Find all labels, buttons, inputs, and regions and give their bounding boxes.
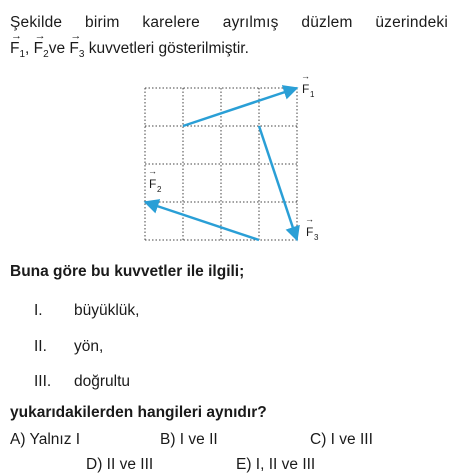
- force-vector-grid-diagram: [137, 71, 337, 255]
- statement-number: I.: [34, 302, 43, 319]
- answer-choice-e[interactable]: E) I, II ve III: [236, 456, 316, 473]
- vector-f3-symbol: → $F_3$: [69, 30, 85, 61]
- answer-choice-a[interactable]: A) Yalnız I: [10, 431, 81, 448]
- force-f1-arrow: [183, 88, 297, 126]
- connector-word: ve: [48, 40, 66, 57]
- vector-f2-symbol: → $F_2$: [33, 30, 49, 61]
- answer-choice-c[interactable]: C) I ve III: [310, 431, 373, 448]
- svg-text:F: F: [149, 177, 157, 191]
- svg-text:3: 3: [314, 233, 319, 242]
- statement-number: III.: [34, 373, 52, 390]
- svg-text:F: F: [302, 82, 310, 96]
- statement-item: [34, 338, 103, 356]
- statement-text: yön,: [74, 338, 104, 355]
- statement-item: [34, 373, 130, 391]
- question-stem: Buna göre bu kuvvetler ile ilgili;: [10, 263, 245, 280]
- force-f2-arrow: [145, 202, 259, 240]
- intro-text-line2: → $F_1$, → $F_2ve$ → $F_3$ kuvvetleri gösterilmiştir.: [10, 30, 249, 61]
- statement-number: II.: [34, 338, 47, 355]
- statement-text: büyüklük,: [74, 302, 140, 319]
- intro-text-line1: Şekilde birim karelere ayrılmış düzlem üzerindeki: [10, 14, 448, 31]
- statement-text: doğrultu: [74, 373, 131, 390]
- force-f3-arrow: [259, 126, 297, 240]
- vector-f1-symbol: → $F_1$: [10, 30, 26, 61]
- svg-text:→: →: [148, 166, 157, 176]
- unit-grid: [145, 88, 297, 240]
- svg-text:→: →: [305, 214, 314, 224]
- svg-text:F: F: [306, 225, 314, 239]
- svg-text:2: 2: [157, 185, 162, 194]
- label-f1: [301, 71, 315, 99]
- question-ask: yukarıdakilerden hangileri aynıdır?: [10, 404, 267, 421]
- label-f2: [148, 166, 162, 194]
- svg-text:1: 1: [310, 90, 315, 99]
- statement-item: [34, 302, 139, 320]
- intro-text-rest: kuvvetleri gösterilmiştir.: [84, 40, 249, 57]
- answer-choice-d[interactable]: D) II ve III: [86, 456, 154, 473]
- answer-choice-b[interactable]: B) I ve II: [160, 431, 218, 448]
- svg-text:→: →: [301, 71, 310, 81]
- label-f3: [305, 214, 319, 242]
